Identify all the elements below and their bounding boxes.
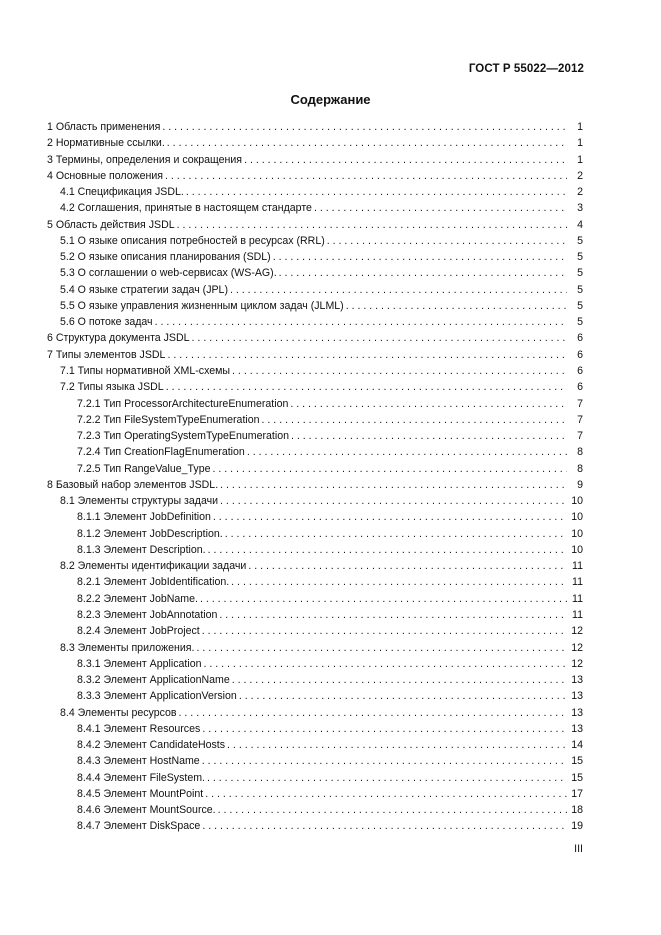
toc-entry-page: 2	[577, 186, 583, 199]
toc-entry[interactable]	[47, 168, 583, 184]
toc-dot-leader	[220, 477, 567, 493]
toc-entry-page: 5	[577, 251, 583, 264]
toc-dot-leader	[166, 379, 567, 395]
toc-entry-title: 2 Нормативные ссылки.	[47, 137, 165, 150]
toc-dot-leader	[162, 119, 567, 135]
toc-entry[interactable]	[47, 233, 583, 249]
toc-entry-title: 8.4.7 Элемент DiskSpace	[77, 820, 201, 833]
toc-entry-title: 8.4.2 Элемент CandidateHosts	[77, 739, 226, 752]
toc-dot-leader	[232, 363, 567, 379]
toc-entry-page: 8	[577, 462, 583, 475]
toc-entry-title: 8.4.6 Элемент MountSource.	[77, 804, 216, 817]
toc-entry-page: 5	[577, 234, 583, 247]
toc-entry-page: 13	[571, 674, 583, 687]
toc-entry-page: 11	[572, 576, 583, 589]
toc-dot-leader	[247, 444, 567, 460]
toc-entry-title: 5.4 О языке стратегии задач (JPL)	[60, 283, 228, 296]
toc-entry-title: 3 Термины, определения и сокращения	[47, 153, 243, 166]
toc-entry[interactable]	[47, 705, 583, 721]
toc-entry-page: 11	[572, 592, 583, 605]
toc-entry-page: 5	[577, 267, 583, 280]
toc-entry[interactable]	[47, 330, 583, 346]
toc-entry[interactable]	[47, 721, 583, 737]
toc-dot-leader	[219, 607, 567, 623]
toc-entry[interactable]	[47, 526, 583, 542]
toc-dot-leader	[207, 770, 567, 786]
toc-entry-title: 4 Основные положения	[47, 169, 163, 182]
toc-entry-page: 1	[577, 121, 583, 133]
toc-dot-leader	[213, 509, 567, 525]
toc-entry-page: 13	[571, 722, 583, 735]
page-number: III	[574, 843, 583, 855]
toc-entry-title: 8.4.1 Элемент Resources	[77, 722, 201, 735]
toc-entry-page: 6	[577, 364, 583, 377]
toc-dot-leader	[227, 737, 567, 753]
toc-entry[interactable]	[47, 591, 583, 607]
toc-entry-page: 7	[577, 413, 583, 426]
toc-dot-leader	[248, 558, 567, 574]
toc-entry-title: 7.2 Типы языка JSDL	[60, 381, 164, 394]
toc-entry-title: 5.2 О языке описания планирования (SDL)	[60, 251, 271, 264]
toc-dot-leader	[202, 721, 567, 737]
toc-entry[interactable]	[47, 119, 583, 135]
toc-entry[interactable]	[47, 477, 583, 493]
toc-entry-page: 15	[571, 771, 583, 784]
toc-entry[interactable]	[47, 282, 583, 298]
toc-dot-leader	[155, 314, 567, 330]
toc-entry-title: 8.1.3 Элемент Description.	[77, 543, 206, 556]
toc-entry-page: 14	[571, 739, 583, 752]
toc-entry[interactable]	[47, 607, 583, 623]
toc-entry[interactable]	[47, 412, 583, 428]
toc-entry-page: 19	[571, 820, 583, 833]
toc-dot-leader	[218, 802, 567, 818]
toc-entry-title: 8.2 Элементы идентификации задачи	[60, 560, 247, 573]
toc-dot-leader	[273, 249, 567, 265]
toc-entry-title: 7.2.4 Тип CreationFlagEnumeration	[77, 446, 245, 459]
toc-entry-page: 6	[577, 332, 583, 345]
toc-entry[interactable]	[47, 786, 583, 802]
toc-entry-title: 8.4 Элементы ресурсов	[60, 706, 177, 719]
toc-dot-leader	[291, 428, 567, 444]
toc-dot-leader	[197, 640, 568, 656]
toc-entry[interactable]	[47, 493, 583, 509]
toc-entry-title: 7.2.3 Тип OperatingSystemTypeEnumeration	[77, 430, 289, 443]
table-of-contents	[47, 119, 583, 835]
toc-entry-page: 12	[571, 625, 583, 638]
toc-entry-title: 5.1 О языке описания потребностей в ресурсах (RRL)	[60, 234, 325, 247]
toc-entry-page: 7	[577, 397, 583, 410]
toc-entry-title: 8.2.1 Элемент JobIdentification.	[77, 576, 230, 589]
toc-entry-title: 8.1 Элементы структуры задачи	[60, 495, 219, 508]
toc-entry-page: 8	[577, 446, 583, 459]
toc-dot-leader	[314, 200, 567, 216]
toc-dot-leader	[225, 526, 567, 542]
toc-entry-page: 2	[577, 169, 583, 182]
toc-entry-title: 8.3.2 Элемент ApplicationName	[77, 674, 230, 687]
toc-dot-leader	[230, 282, 567, 298]
toc-entry-title: 8.4.5 Элемент MountPoint	[77, 787, 204, 800]
toc-entry-page: 18	[571, 804, 583, 817]
toc-dot-leader	[205, 786, 567, 802]
toc-entry-page: 11	[572, 560, 583, 573]
toc-title: Содержание	[290, 92, 371, 107]
toc-entry[interactable]	[47, 265, 583, 281]
toc-entry[interactable]	[47, 753, 583, 769]
toc-dot-leader	[167, 347, 567, 363]
toc-entry[interactable]	[47, 737, 583, 753]
toc-entry-title: 5.5 О языке управления жизненным циклом задач (JLML)	[60, 299, 344, 312]
toc-entry-title: 8.1.1 Элемент JobDefinition	[77, 511, 211, 524]
toc-dot-leader	[239, 688, 567, 704]
toc-entry[interactable]	[47, 688, 583, 704]
toc-entry-page: 5	[577, 283, 583, 296]
toc-entry-title: 7.2.5 Тип RangeValue_Type	[77, 462, 211, 475]
toc-entry-title: 4.1 Спецификация JSDL.	[60, 186, 184, 199]
toc-entry[interactable]	[47, 347, 583, 363]
toc-entry-title: 8.4.4 Элемент FileSystem.	[77, 771, 205, 784]
toc-entry-page: 12	[571, 641, 583, 654]
toc-dot-leader	[208, 542, 567, 558]
toc-entry-page: 10	[571, 511, 583, 524]
toc-entry-page: 5	[577, 316, 583, 329]
toc-entry[interactable]	[47, 217, 583, 233]
toc-dot-leader	[179, 705, 567, 721]
toc-entry-title: 7.2.2 Тип FileSystemTypeEnumeration	[77, 413, 260, 426]
toc-dot-leader	[327, 233, 567, 249]
toc-dot-leader	[232, 672, 567, 688]
toc-entry-title: 1 Область применения	[47, 121, 161, 133]
toc-entry[interactable]	[47, 200, 583, 216]
toc-entry-page: 6	[577, 381, 583, 394]
toc-entry-title: 8 Базовый набор элементов JSDL.	[47, 478, 219, 491]
toc-entry[interactable]	[47, 363, 583, 379]
toc-entry-page: 13	[571, 706, 583, 719]
toc-entry-page: 10	[571, 543, 583, 556]
toc-entry-title: 8.2.4 Элемент JobProject	[77, 625, 200, 638]
toc-entry-title: 7.1 Типы нормативной XML-схемы	[60, 364, 231, 377]
toc-entry-page: 17	[571, 787, 583, 800]
toc-entry[interactable]	[47, 574, 583, 590]
toc-entry-page: 7	[577, 430, 583, 443]
toc-entry-page: 9	[577, 478, 583, 491]
toc-entry-title: 5.6 О потоке задач	[60, 316, 153, 329]
toc-entry-title: 8.1.2 Элемент JobDescription.	[77, 527, 223, 540]
toc-entry-title: 8.3 Элементы приложения.	[60, 641, 195, 654]
toc-dot-leader	[213, 461, 568, 477]
toc-dot-leader	[279, 265, 567, 281]
toc-entry[interactable]	[47, 428, 583, 444]
toc-entry-title: 6 Структура документа JSDL	[47, 332, 190, 345]
toc-entry-page: 5	[577, 299, 583, 312]
toc-entry-page: 12	[571, 657, 583, 670]
toc-entry-title: 7.2.1 Тип ProcessorArchitectureEnumeration	[77, 397, 289, 410]
toc-entry[interactable]	[47, 396, 583, 412]
toc-entry-page: 11	[572, 608, 583, 621]
toc-entry[interactable]	[47, 444, 583, 460]
toc-entry-page: 13	[571, 690, 583, 703]
toc-dot-leader	[220, 493, 567, 509]
toc-entry[interactable]	[47, 379, 583, 395]
toc-entry[interactable]	[47, 640, 583, 656]
toc-entry[interactable]	[47, 672, 583, 688]
toc-dot-leader	[202, 818, 567, 834]
toc-entry[interactable]	[47, 818, 583, 834]
standard-designation: ГОСТ Р 55022—2012	[468, 63, 584, 75]
toc-dot-leader	[165, 168, 567, 184]
toc-entry-page: 3	[577, 202, 583, 215]
toc-entry[interactable]	[47, 656, 583, 672]
toc-dot-leader	[262, 412, 567, 428]
toc-dot-leader	[186, 184, 567, 200]
toc-entry-title: 8.3.3 Элемент ApplicationVersion	[77, 690, 237, 703]
toc-entry[interactable]	[47, 542, 583, 558]
toc-entry[interactable]	[47, 249, 583, 265]
toc-dot-leader	[202, 753, 567, 769]
toc-dot-leader	[202, 623, 567, 639]
toc-entry-page: 1	[577, 137, 583, 150]
toc-entry[interactable]	[47, 298, 583, 314]
toc-entry[interactable]	[47, 770, 583, 786]
toc-entry-title: 7 Типы элементов JSDL	[47, 348, 166, 361]
toc-entry-title: 8.2.3 Элемент JobAnnotation	[77, 608, 218, 621]
toc-dot-leader	[346, 298, 567, 314]
toc-entry-page: 10	[571, 495, 583, 508]
toc-entry[interactable]	[47, 509, 583, 525]
toc-dot-leader	[192, 330, 567, 346]
toc-dot-leader	[177, 217, 567, 233]
toc-entry-page: 1	[577, 153, 583, 166]
toc-entry-page: 15	[571, 755, 583, 768]
toc-dot-leader	[290, 396, 567, 412]
toc-entry[interactable]	[47, 152, 583, 168]
toc-entry[interactable]	[47, 135, 583, 151]
toc-dot-leader	[244, 152, 567, 168]
toc-entry[interactable]	[47, 184, 583, 200]
toc-entry-title: 4.2 Соглашения, принятые в настоящем стандарте	[60, 202, 312, 215]
toc-entry-page: 10	[571, 527, 583, 540]
toc-entry-page: 6	[577, 348, 583, 361]
toc-dot-leader	[231, 574, 567, 590]
toc-entry[interactable]	[47, 314, 583, 330]
toc-entry-page: 4	[577, 218, 583, 231]
toc-entry-title: 8.2.2 Элемент JobName.	[77, 592, 198, 605]
toc-entry-title: 5.3 О соглашении о web-сервисах (WS-AG).	[60, 267, 277, 280]
toc-entry[interactable]	[47, 461, 583, 477]
toc-entry-title: 5 Область действия JSDL	[47, 218, 175, 231]
toc-dot-leader	[167, 135, 567, 151]
toc-entry[interactable]	[47, 558, 583, 574]
toc-entry[interactable]	[47, 802, 583, 818]
toc-entry-title: 8.4.3 Элемент HostName	[77, 755, 200, 768]
toc-dot-leader	[200, 591, 567, 607]
toc-entry-title: 8.3.1 Элемент Application	[77, 657, 202, 670]
toc-entry[interactable]	[47, 623, 583, 639]
toc-dot-leader	[204, 656, 568, 672]
